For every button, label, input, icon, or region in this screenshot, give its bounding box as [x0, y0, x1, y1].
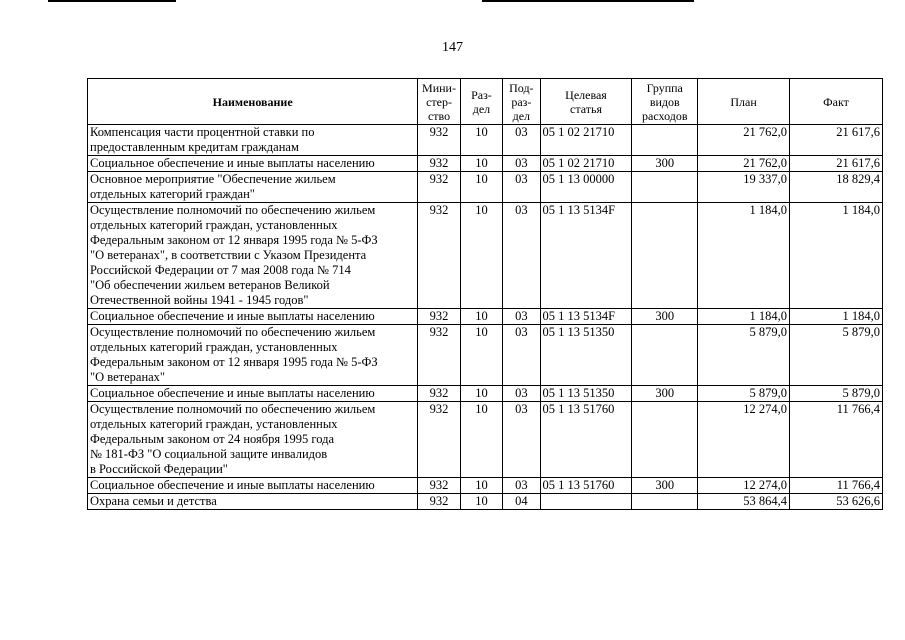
- cell-name: Охрана семьи и детства: [88, 494, 418, 510]
- cell-name: Основное мероприятие "Обеспечение жильем отдельных категорий граждан": [88, 172, 418, 203]
- cell-subsection: 03: [503, 325, 540, 386]
- cell-plan: 1 184,0: [698, 203, 790, 309]
- cell-ministry: 932: [418, 325, 460, 386]
- cell-section: 10: [460, 325, 502, 386]
- cell-expense-group: [632, 402, 698, 478]
- cell-section: 10: [460, 203, 502, 309]
- table-row: [88, 309, 883, 325]
- cell-plan: 19 337,0: [698, 172, 790, 203]
- cell-target: 05 1 13 5134F: [540, 309, 632, 325]
- table-row: [88, 478, 883, 494]
- cell-plan: 12 274,0: [698, 402, 790, 478]
- cell-fact: 5 879,0: [790, 325, 883, 386]
- cell-subsection: 03: [503, 203, 540, 309]
- cell-ministry: 932: [418, 203, 460, 309]
- cell-expense-group: 300: [632, 478, 698, 494]
- table-row: [88, 402, 883, 478]
- cell-fact: 11 766,4: [790, 478, 883, 494]
- cell-name: Социальное обеспечение и иные выплаты населению: [88, 386, 418, 402]
- cell-expense-group: [632, 203, 698, 309]
- header-subsection: Под- раз- дел: [503, 79, 540, 125]
- cell-section: 10: [460, 402, 502, 478]
- cell-ministry: 932: [418, 156, 460, 172]
- header-name: Наименование: [88, 79, 418, 125]
- cell-expense-group: 300: [632, 386, 698, 402]
- cell-section: 10: [460, 494, 502, 510]
- cell-name: Осуществление полномочий по обеспечению жильем отдельных категорий граждан, установленных Федеральным законом от 12 января 1995 года № 5-ФЗ "О ветеранах": [88, 325, 418, 386]
- cell-expense-group: [632, 125, 698, 156]
- cell-section: 10: [460, 309, 502, 325]
- cell-name: Компенсация части процентной ставки по предоставленным кредитам гражданам: [88, 125, 418, 156]
- table-row: [88, 125, 883, 156]
- header-ministry: Мини- стер- ство: [418, 79, 460, 125]
- cell-target: [540, 494, 632, 510]
- cell-fact: 11 766,4: [790, 402, 883, 478]
- table-row: [88, 203, 883, 309]
- cell-target: 05 1 13 00000: [540, 172, 632, 203]
- cell-name: Социальное обеспечение и иные выплаты населению: [88, 478, 418, 494]
- cell-target: 05 1 13 51760: [540, 402, 632, 478]
- cell-ministry: 932: [418, 402, 460, 478]
- cell-subsection: 03: [503, 402, 540, 478]
- cell-expense-group: 300: [632, 156, 698, 172]
- cell-ministry: 932: [418, 478, 460, 494]
- table-row: [88, 386, 883, 402]
- cell-ministry: 932: [418, 172, 460, 203]
- cell-expense-group: 300: [632, 309, 698, 325]
- cell-fact: 1 184,0: [790, 203, 883, 309]
- header-target: Целевая статья: [540, 79, 632, 125]
- cell-subsection: 03: [503, 156, 540, 172]
- cell-plan: 21 762,0: [698, 125, 790, 156]
- cell-name: Осуществление полномочий по обеспечению жильем отдельных категорий граждан, установленных Федеральным законом от 24 ноября 1995 года № 181-ФЗ "О социальной защите инвалидов в Российской Федерации": [88, 402, 418, 478]
- cell-subsection: 03: [503, 309, 540, 325]
- page-number: 147: [442, 40, 463, 55]
- cell-subsection: 03: [503, 125, 540, 156]
- budget-table: [87, 78, 883, 510]
- cell-expense-group: [632, 494, 698, 510]
- cell-name: Социальное обеспечение и иные выплаты населению: [88, 309, 418, 325]
- cell-target: 05 1 13 5134F: [540, 203, 632, 309]
- cell-plan: 21 762,0: [698, 156, 790, 172]
- header-expense-group: Группа видов расходов: [632, 79, 698, 125]
- cell-plan: 5 879,0: [698, 325, 790, 386]
- cell-ministry: 932: [418, 309, 460, 325]
- cell-fact: 53 626,6: [790, 494, 883, 510]
- table-row: [88, 156, 883, 172]
- cell-name: Социальное обеспечение и иные выплаты населению: [88, 156, 418, 172]
- cell-section: 10: [460, 172, 502, 203]
- cell-target: 05 1 13 51350: [540, 386, 632, 402]
- cell-plan: 12 274,0: [698, 478, 790, 494]
- cell-fact: 21 617,6: [790, 125, 883, 156]
- table-header-row: [88, 79, 883, 125]
- cell-target: 05 1 02 21710: [540, 156, 632, 172]
- table-row: [88, 325, 883, 386]
- header-fact: Факт: [790, 79, 883, 125]
- header-plan: План: [698, 79, 790, 125]
- table-row: [88, 172, 883, 203]
- cell-fact: 1 184,0: [790, 309, 883, 325]
- cell-section: 10: [460, 156, 502, 172]
- table-row: [88, 494, 883, 510]
- cell-fact: 18 829,4: [790, 172, 883, 203]
- cell-expense-group: [632, 325, 698, 386]
- cell-subsection: 03: [503, 386, 540, 402]
- cell-plan: 53 864,4: [698, 494, 790, 510]
- cell-ministry: 932: [418, 386, 460, 402]
- cell-plan: 1 184,0: [698, 309, 790, 325]
- header-section: Раз- дел: [460, 79, 502, 125]
- cell-section: 10: [460, 478, 502, 494]
- top-rule-right: [482, 0, 694, 2]
- top-rule-left: [48, 0, 176, 2]
- cell-ministry: 932: [418, 494, 460, 510]
- cell-fact: 21 617,6: [790, 156, 883, 172]
- cell-expense-group: [632, 172, 698, 203]
- cell-ministry: 932: [418, 125, 460, 156]
- cell-subsection: 03: [503, 478, 540, 494]
- cell-fact: 5 879,0: [790, 386, 883, 402]
- cell-subsection: 04: [503, 494, 540, 510]
- cell-subsection: 03: [503, 172, 540, 203]
- cell-section: 10: [460, 386, 502, 402]
- cell-target: 05 1 13 51760: [540, 478, 632, 494]
- cell-target: 05 1 02 21710: [540, 125, 632, 156]
- cell-target: 05 1 13 51350: [540, 325, 632, 386]
- cell-plan: 5 879,0: [698, 386, 790, 402]
- cell-name: Осуществление полномочий по обеспечению жильем отдельных категорий граждан, установленных Федеральным законом от 12 января 1995 года № 5-ФЗ "О ветеранах", в соответствии с Указом Президента Российской Федерации от 7 мая 2008 года № 714 "Об обеспечении жильем ветеранов Великой Отечественной войны 1941 - 1945 годов": [88, 203, 418, 309]
- cell-section: 10: [460, 125, 502, 156]
